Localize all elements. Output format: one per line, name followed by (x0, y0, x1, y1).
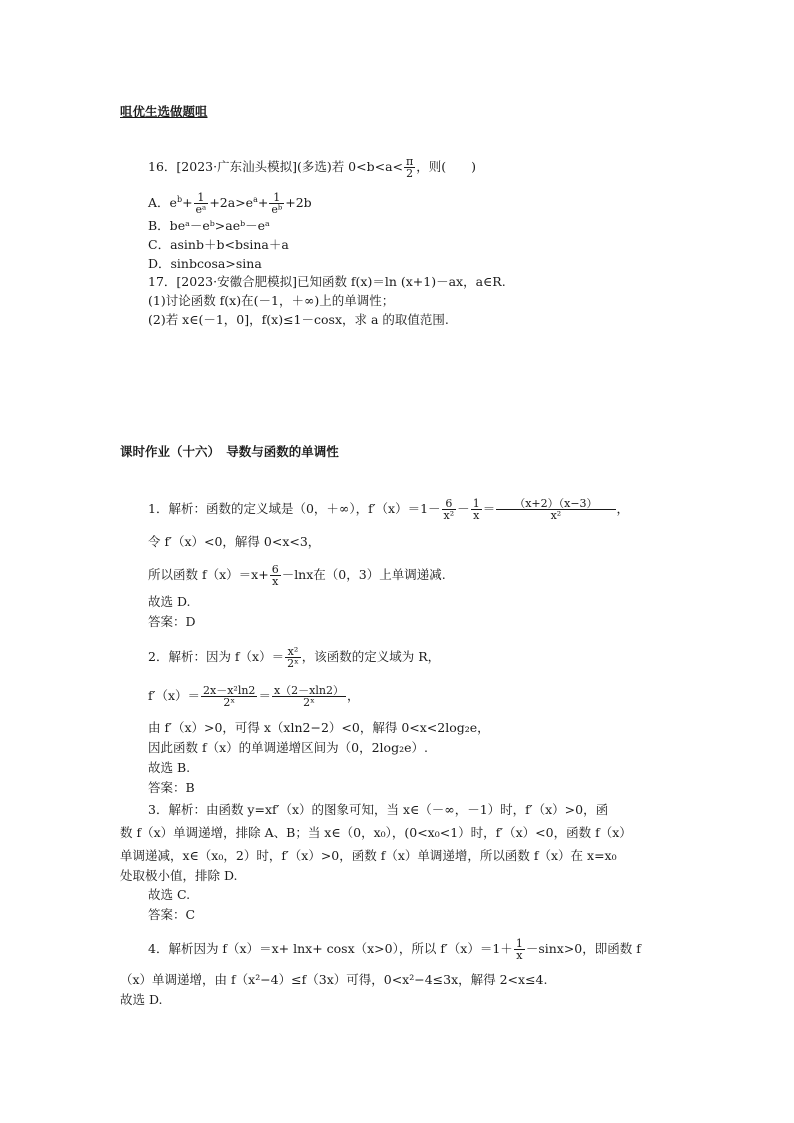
fraction: $\frac{\text{2x－x²ln2}}{\text{2ˣ}}$ (203, 684, 256, 709)
answer4-line1: 4．解析因为 f（x）＝x+ lnx+ cosx（x>0），所以 f′（x）＝1＋ $\frac{1}{x}$ －sinx>0，即函数 f (148, 937, 641, 962)
answer4-choice: 故选 D. (120, 992, 163, 1007)
fraction: $\frac{6}{\text{x²}}$ (443, 497, 455, 522)
answer3-answer: 答案：C (148, 907, 196, 922)
answer2-answer: 答案：B (148, 780, 195, 795)
answer1-line2: 令 f′（x）<0，解得 0<x<3， (148, 534, 321, 549)
q16-option-b: B．beᵃ－eᵇ>aeᵇ－eᵃ (148, 218, 270, 233)
answer3-line1: 3．解析：由函数 y=xf′（x）的图象可知，当 x∈（－∞，－1）时，f′（x）>0，函 (148, 802, 609, 817)
section-heading: 咀优生选做题咀 (120, 104, 208, 119)
answer3-line2: 数 f（x）单调递增，排除 A、B；当 x∈（0，x₀），(0<x₀<1）时，f′（x）<0，函数 f（x） (120, 825, 632, 840)
answers-title: 课时作业（十六） 导数与函数的单调性 (120, 444, 339, 459)
answer1-answer: 答案：D (148, 614, 196, 629)
fraction: $\frac{x(2-xln2)}{\text{2ˣ}}$ (273, 684, 344, 709)
fraction: $\frac{(x+2)(x-3)}{\text{x²}}$ (496, 498, 615, 521)
answer3-line4: 处取极小值，排除 D. (120, 868, 238, 883)
q17-part1: (1)讨论函数 f(x)在(－1，＋∞)上的单调性； (148, 293, 395, 308)
fraction: $\frac{1}{x}$ (515, 937, 523, 962)
answer3-choice: 故选 C. (148, 887, 191, 902)
answer1-line1: 1．解析：函数的定义域是（0，＋∞），f′（x）＝1－ $\frac{6}{\text{x²}}$ － $\frac{1}{x}$ ＝ $\frac{(x+2)(x-3)}{\text{x²}}$ ， (148, 497, 630, 522)
q17-part2: (2)若 x∈(－1，0]，f(x)≤1－cosx，求 a 的取值范围. (148, 312, 449, 327)
answer2-line4: 因此函数 f（x）的单调递增区间为（0，2log₂e）. (148, 740, 428, 755)
answer2-line2: f′（x）＝ $\frac{\text{2x－x²ln2}}{\text{2ˣ}}$ ＝ $\frac{x(2-xln2)}{\text{2ˣ}}$ ， (148, 684, 360, 709)
answer2-choice: 故选 B. (148, 760, 191, 775)
q16-option-a: A．$e^b+$ $\frac{1}{\text{eᵃ}}$ $+2a>e^a+$ $\frac{1}{\text{eᵇ}}$ +2b (148, 191, 312, 216)
answer2-line1: 2．解析：因为 f（x）＝ $\frac{\text{x²}}{\text{2ˣ}}$ ，该函数的定义域为 R， (148, 645, 441, 670)
fraction: $\frac{\pi}{2}$ (406, 155, 414, 180)
answer1-line3: 所以函数 f（x）＝x+ $\frac{6}{x}$ －lnx在（0，3）上单调递减. (148, 563, 446, 588)
answer1-choice: 故选 D. (148, 594, 191, 609)
answer4-line2: （x）单调递增，由 f（x²−4）≤f（3x）可得，0<x²−4≤3x，解得 2<x≤4. (120, 972, 548, 987)
answer2-line3: 由 f′（x）>0，可得 x（xln2−2）<0，解得 0<x<2log₂e， (148, 720, 490, 735)
fraction: $\frac{6}{x}$ (271, 563, 279, 588)
fraction: $\frac{\text{x²}}{\text{2ˣ}}$ (287, 645, 299, 670)
q16-option-d: D．sinbcosa>sina (148, 256, 262, 271)
q17-stem: 17．[2023·安徽合肥模拟]已知函数 f(x)＝ln (x+1)－ax，a∈R. (148, 274, 506, 289)
answer3-line3: 单调递减，x∈（x₀，2）时，f′（x）>0，函数 f（x）单调递增，所以函数 f（x）在 x=x₀ (120, 848, 617, 863)
q16-stem: 16．[2023·广东汕头模拟](多选)若 0<b<a< $\frac{\pi}{2}$ ，则( ) (148, 155, 476, 180)
fraction: $\frac{1}{x}$ (472, 497, 480, 522)
fraction: $\frac{1}{\text{eᵇ}}$ (271, 191, 283, 216)
fraction: $\frac{1}{\text{eᵃ}}$ (195, 191, 207, 216)
q16-option-c: C．asinb＋b<bsina＋a (148, 237, 289, 252)
